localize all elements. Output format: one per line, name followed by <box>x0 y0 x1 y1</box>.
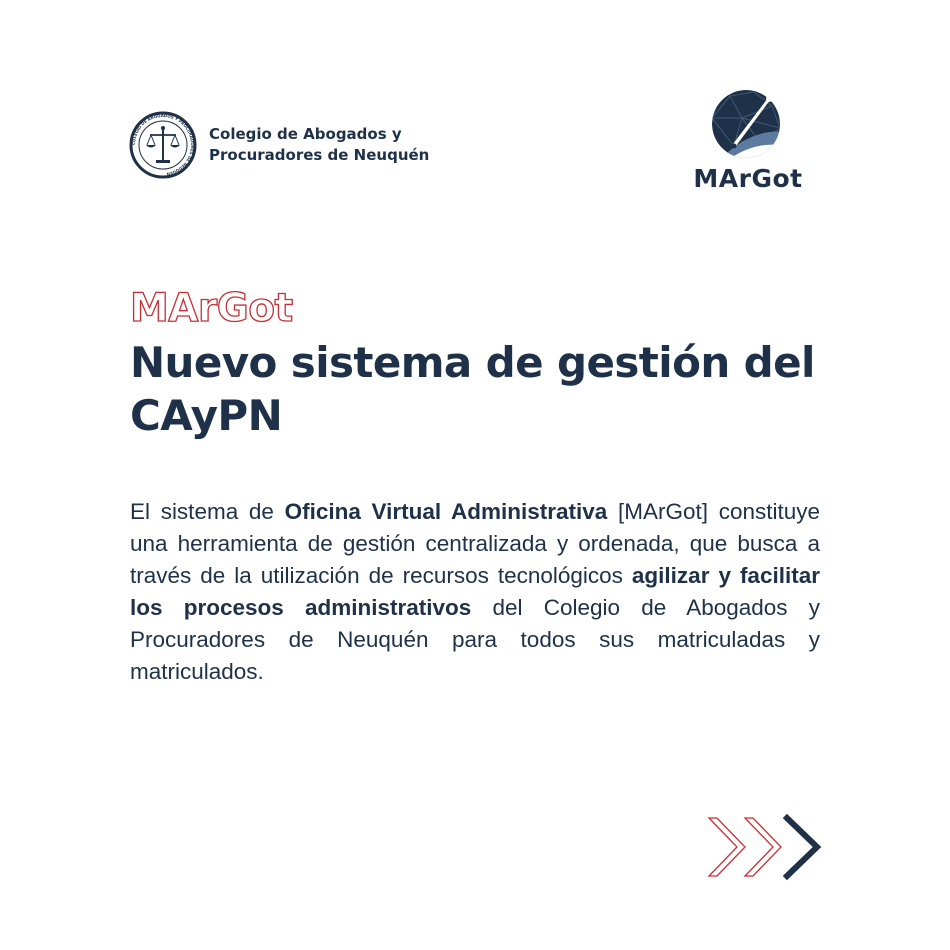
margot-wordmark: MArGot <box>693 164 803 193</box>
body-text-1: El sistema de <box>130 499 285 524</box>
page-title-line1: Nuevo sistema de gestión del <box>130 338 815 387</box>
chevron-right-outline-icon <box>745 818 781 876</box>
organization-name <box>209 124 429 166</box>
body-text-2: [MArGot] constituye una herramienta de gestión centralizada y ordenada, que busca a través de la utilización de recursos tecnológicos <box>130 499 820 588</box>
kicker-title: MArGot <box>130 286 293 331</box>
body-highlight-2: agilizar y facilitar los procesos administrativos <box>130 563 820 620</box>
chevron-right-icon <box>787 818 817 876</box>
body-highlight-1: Oficina Virtual Administrativa <box>284 499 608 524</box>
chevron-right-outline-icon <box>709 818 745 876</box>
network-globe-pen-icon <box>710 88 786 160</box>
body-text-3: del Colegio de Abogados y Procuradores de Neuquén para todos sus matriculadas y matriculados. <box>130 595 820 684</box>
seal-ring-text: COLEGIO DE ABOGADOS Y PROCURADORES DE NEUQUÉN <box>130 112 196 177</box>
organization-name-line2: Procuradores de Neuquén <box>209 146 430 164</box>
page-title-line2: CAyPN <box>130 391 283 440</box>
organization-name-line1: Colegio de Abogados y <box>209 125 402 143</box>
page-title <box>130 336 830 442</box>
next-slide-button[interactable] <box>705 812 823 882</box>
org-seal-icon <box>129 111 197 179</box>
description-paragraph <box>130 496 820 688</box>
margot-logo <box>685 88 811 200</box>
